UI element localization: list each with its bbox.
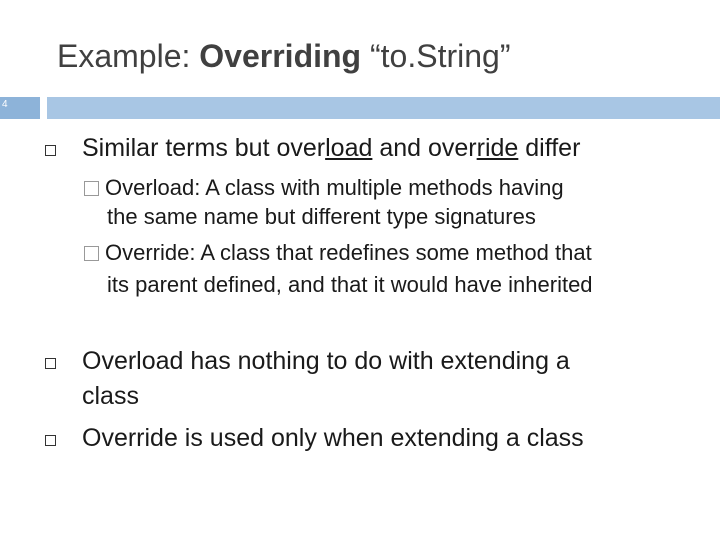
bullet-2-text: Overload has nothing to do with extending a [82,347,570,375]
bullet-square-icon [45,435,56,446]
sub-bullet-box-icon [84,181,99,196]
bullet-1-text-a: Similar terms but over [82,134,326,162]
title-bold: Overriding [199,38,362,74]
bullet-square-icon [45,145,56,156]
bullet-1 [82,134,580,163]
bullet-square-icon [45,358,56,369]
sub-bullet-2-text-2: its parent defined, and that it would have inherited [107,272,593,297]
bullet-2-line-2 [82,382,139,411]
sub-bullet-1-text: Overload: A class with multiple methods having [105,175,564,200]
slide-number-box [0,97,40,119]
bullet-1-text-c: differ [518,134,581,162]
bullet-1-underline-load: load [325,134,373,162]
bullet-3 [82,424,584,453]
bullet-3-text: Override is used only when extending a class [82,424,584,452]
bullet-2-line-1 [82,347,570,376]
bullet-1-text-b: and over [372,134,477,162]
title-suffix: “to.String” [361,38,511,74]
sub-bullet-1-line-2 [107,204,536,230]
sub-bullet-2-text: Override: A class that redefines some method that [105,240,592,265]
header-rule [47,97,720,119]
sub-bullet-1-line-1 [84,175,564,201]
sub-bullet-1-text-2: the same name but different type signatures [107,204,536,229]
slide-number: 4 [2,99,8,110]
sub-bullet-2-line-2 [107,272,593,298]
bullet-2-text-2: class [82,382,139,410]
title-prefix: Example: [57,38,200,74]
sub-bullet-box-icon [84,246,99,261]
slide-title [57,38,510,75]
bullet-1-underline-ride: ride [476,134,519,162]
sub-bullet-2-line-1 [84,240,592,266]
